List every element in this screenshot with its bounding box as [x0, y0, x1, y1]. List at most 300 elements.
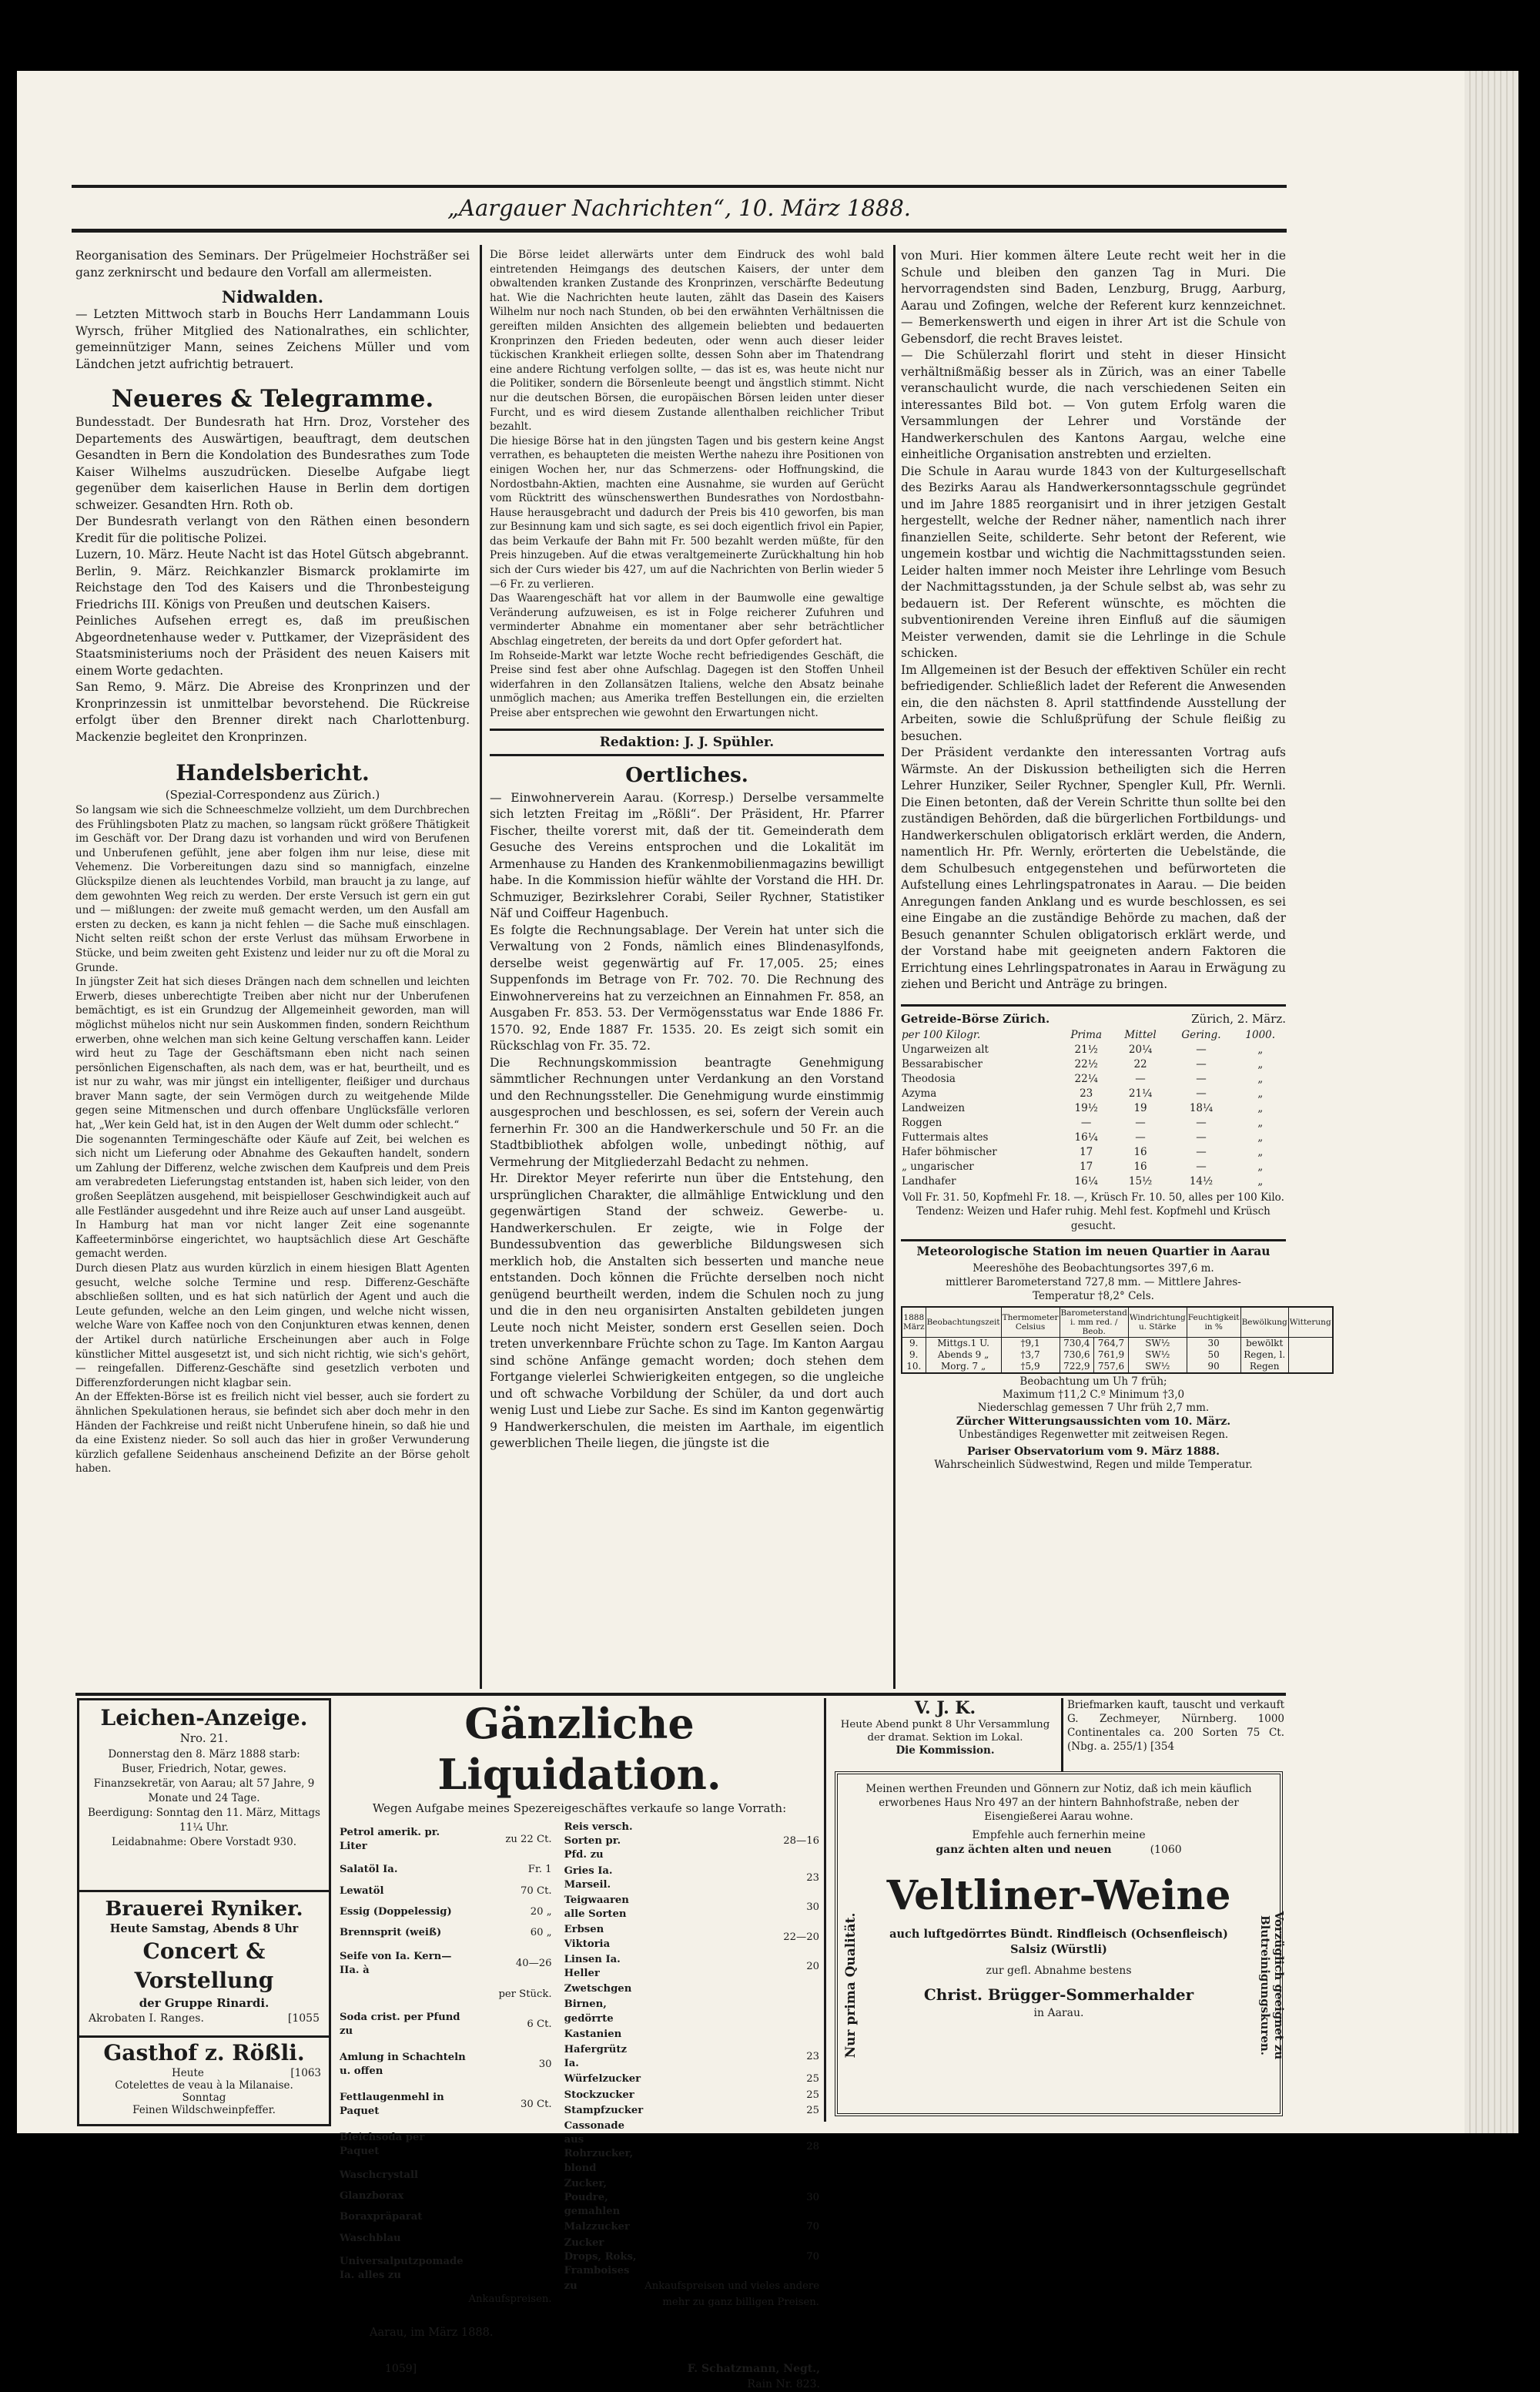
liquidation-item-name: Kastanien — [564, 2028, 622, 2040]
liquidation-item — [564, 2279, 820, 2294]
getreide-date: Zürich, 2. März. — [1191, 1011, 1286, 1026]
meteo-footer-5: Unbeständiges Regenwetter mit zeitweisen Regen. — [958, 1429, 1229, 1442]
ad-leichen-anzeige — [77, 1698, 331, 1892]
liquidation-item-price: 70 — [806, 2221, 819, 2233]
veltliner-sorts-row — [838, 1843, 1280, 1858]
meteo-table-body — [902, 1338, 1333, 1374]
getreide-cell: Azyma — [902, 1087, 937, 1100]
liquidation-item — [564, 1820, 820, 1864]
meteo-col-header: Witterung — [1288, 1307, 1332, 1338]
liquidation-item-name: Birnen, gedörrte — [564, 1998, 614, 2025]
liquidation-item-price: 28 — [806, 2141, 819, 2153]
liquidation-item-price — [468, 2165, 553, 2186]
liquidation-item-price: per Stück. — [498, 1988, 552, 2000]
getreide-cell: — — [1196, 1145, 1207, 1158]
meteo-row — [902, 1338, 1333, 1350]
meteo-cell: 10. — [902, 1361, 926, 1373]
ads-rule-top — [75, 1693, 1286, 1696]
getreide-row — [901, 1131, 1286, 1145]
leichen-nr: Nro. 21. — [179, 1731, 229, 1745]
liquidation-item-name: Reis versch. Sorten pr. Pfd. zu — [564, 1821, 633, 1861]
meteo-col-header: Windrichtung u. Stärke — [1128, 1307, 1187, 1338]
liquidation-item-name: Lewatöl — [340, 1884, 384, 1897]
getreide-note-tendenz: Tendenz: Weizen und Hafer ruhig. Mehl fest. Kopfmehl und Krüsch gesucht. — [916, 1205, 1270, 1232]
liquidation-item — [564, 2103, 820, 2119]
section-head-handelsbericht: Handelsbericht. — [176, 760, 370, 786]
liquidation-item — [564, 2295, 820, 2310]
getreide-cell: „ — [1257, 1131, 1264, 1144]
getreide-row — [901, 1087, 1286, 1101]
liquidation-item-price: 30 Ct. — [521, 2099, 552, 2111]
liquidation-intro: Wegen Aufgabe meines Spezereigeschäftes verkaufe so lange Vorrath: — [372, 1801, 787, 1815]
liquidation-item — [339, 2228, 553, 2249]
meteo-row — [902, 1361, 1333, 1373]
liquidation-item — [339, 2165, 553, 2186]
getreide-row — [901, 1101, 1286, 1116]
vjk-text: Heute Abend punkt 8 Uhr Versammlung der dramat. Sektion im Lokal. — [840, 1719, 1050, 1744]
getreide-cell: „ — [1257, 1145, 1264, 1158]
getreide-cell: 22½ — [1074, 1057, 1098, 1070]
liquidation-item-name: Brennsprit (weiß) — [340, 1927, 442, 1939]
meteo-col-header: Beobachtungszeit — [926, 1307, 1001, 1338]
getreide-cell: — — [1135, 1131, 1146, 1144]
meteo-cell: 761,9 — [1094, 1349, 1129, 1361]
liquidation-item — [339, 2186, 553, 2206]
meteo-row — [902, 1349, 1333, 1361]
liquidation-item-name: Stockzucker — [564, 2089, 634, 2101]
getreide-cell: „ — [1257, 1087, 1264, 1100]
veltliner-ref: (1060 — [1150, 1844, 1182, 1856]
meteo-line-3: Temperatur †8,2° Cels. — [1033, 1290, 1154, 1303]
veltliner-empfehle: Empfehle auch fernerhin meine — [972, 1829, 1146, 1841]
liquidation-item-name: Soda crist. per Pfund zu — [340, 2012, 460, 2038]
column-3 — [901, 248, 1331, 1472]
brauerei-concert: Concert & Vorstellung — [134, 1938, 274, 1993]
ads-column-rule — [824, 1698, 826, 2122]
gasthof-ref: [1063 — [290, 2067, 321, 2079]
liquidation-item-name: Zucker, Poudre, gemahlen — [564, 2177, 621, 2218]
ad-liquidation — [339, 1698, 820, 2390]
redaktion-rule-bottom — [490, 754, 884, 756]
getreide-cell: Futtermais altes — [902, 1131, 989, 1144]
getreide-cell: 16¼ — [1074, 1174, 1098, 1188]
gasthof-heute: Heute — [172, 2067, 204, 2079]
liquidation-town: Aarau, im März 1888. — [370, 2326, 494, 2339]
liquidation-item-name: Waschblau — [340, 2232, 401, 2244]
leichen-text: Donnerstag den 8. März 1888 starb: Buser, Friedrich, Notar, gewes. Finanzsekretär, von Aarau; alt 57 Jahre, 9 Monate und 24 Tage. Beerdigung: Sonntag den 11. März, Mittags 11¼ Uhr. Leidabnahme: Obere Vorstadt 930. — [87, 1748, 320, 1848]
liquidation-item — [339, 2207, 553, 2228]
gasthof-title: Gasthof z. Rößli. — [103, 2040, 305, 2065]
gasthof-sonntag: Sonntag — [182, 2092, 226, 2104]
liquidation-item-price: 23 — [806, 1871, 819, 1884]
getreide-rule — [901, 1004, 1286, 1007]
liquidation-item-price — [468, 2207, 553, 2228]
getreide-cell: 14½ — [1189, 1174, 1214, 1188]
meteo-cell: 757,6 — [1094, 1361, 1129, 1373]
meteo-cell: †3,7 — [1001, 1349, 1060, 1361]
liquidation-item — [564, 2219, 820, 2235]
getreide-row — [901, 1072, 1286, 1087]
getreide-cell: — — [1196, 1057, 1207, 1070]
getreide-cell: 22¼ — [1074, 1072, 1098, 1085]
getreide-cell: 22 — [1133, 1057, 1147, 1070]
getreide-cell: Landweizen — [902, 1101, 966, 1114]
liquidation-item-price: 40—26 — [515, 1958, 552, 1970]
liquidation-list-left — [339, 1820, 553, 2310]
liquidation-item-name: Bleichsoda per Paquet — [340, 2131, 425, 2158]
section-head-neueres: Neueres & Telegramme. — [111, 385, 434, 413]
getreide-cell: 21½ — [1074, 1043, 1098, 1056]
liquidation-item-name: Malzzucker — [564, 2221, 630, 2233]
getreide-cell: 18¼ — [1189, 1101, 1214, 1114]
article-telegramme: Bundesstadt. Der Bundesrath hat Hrn. Droz, Vorsteher des Departements des Auswärtigen, beauftragt, dem deutschen Gesandten in Bern die Kondolation des Bundesrathes zum Tode Kaiser Wilhelms auszudrücken. Dieselbe Aufgabe liegt gegenüber dem kaiserlichen Hause in Berlin dem dortigen schweizer. Gesandten Hrn. Roth ob. Der Bundesrath verlangt von den Räthen einen besondern Kredit für die politische Polizei. Luzern, 10. März. Heute Nacht ist das Hotel Gütsch abgebrannt. Berlin, 9. März. Reichkanzler Bismarck proklamirte im Reichstage den Tod des Kaisers und die Thronbesteigung Friedrichs III. Königs von Preußen und deutschen Kaisers. Peinliches Aufsehen erregt es, daß im preußischen Abgeordnetenhause weder v. Puttkamer, der Vizepräsident des Staatsministeriums noch der Präsident des neuen Kaisers mit einem Worte gedachten. San Remo, 9. März. Die Abreise des Kronprinzen und der Kronprinzessin ist unmittelbar bevorstehend. Die Rückreise erfolgt über den Brenner direkt nach Charlottenburg. Mackenzie begleitet den Kronprinzen. — [75, 415, 470, 744]
liquidation-item-price: 22—20 — [783, 1931, 819, 1943]
meteo-footer-6: Pariser Observatorium vom 9. März 1888. — [967, 1446, 1220, 1459]
getreide-cell: „ — [1257, 1160, 1264, 1173]
liquidation-item — [339, 1902, 553, 1923]
liquidation-item-name: Seife von Ia. Kern—IIa. à — [340, 1950, 452, 1977]
liquidation-item — [564, 2027, 820, 2042]
meteo-col-header: Barometerstand i. mm red. / Beob. — [1060, 1308, 1127, 1337]
liquidation-item-price: 23 — [806, 2051, 819, 2063]
ad-brauerei-ryniker — [77, 1890, 331, 2038]
liquidation-item-name: Salatöl Ia. — [340, 1864, 398, 1876]
meteo-footer-1: Beobachtung um Uh 7 früh; — [1019, 1375, 1167, 1389]
liquidation-item — [564, 1922, 820, 1951]
getreide-col-header: Gering. — [1181, 1028, 1221, 1041]
liquidation-item-name: Zwetschgen — [564, 1983, 632, 1995]
gasthof-pfeffer: Feinen Wildschweinpfeffer. — [132, 2104, 276, 2116]
liquidation-item — [339, 2005, 553, 2045]
getreide-cell: — — [1196, 1116, 1207, 1129]
liquidation-item-name: Erbsen Viktoria — [564, 1924, 611, 1950]
liquidation-item-price: 25 — [806, 2089, 819, 2101]
getreide-cell: 16¼ — [1074, 1131, 1098, 1144]
liquidation-item — [339, 2125, 553, 2165]
liquidation-item — [564, 1997, 820, 2026]
liquidation-title: Gänzliche Liquidation. — [437, 1699, 721, 1799]
meteo-footer-7: Wahrscheinlich Südwestwind, Regen und milde Temperatur. — [934, 1459, 1253, 1472]
getreide-cell: Hafer böhmischer — [902, 1145, 997, 1158]
liquidation-item-price — [644, 1997, 820, 2026]
liquidation-item-name: Amlung in Schachteln u. offen — [340, 2052, 466, 2078]
getreide-cell: Bessarabischer — [902, 1057, 983, 1070]
liquidation-item-price: 70 Ct. — [521, 1884, 552, 1897]
getreide-cell: „ ungarischer — [902, 1160, 974, 1173]
brauerei-akrobaten: Akrobaten I. Ranges. — [89, 2012, 204, 2025]
meteo-col-header: 1888 März — [902, 1307, 926, 1338]
veltliner-intro: Meinen werthen Freunden und Gönnern zur Notiz, daß ich mein käuflich erworbenes Haus Nro 497 an der hintern Bahnhofstraße, neben der Eisengießerei Aarau wohne. — [865, 1783, 1252, 1823]
veltliner-sorts: ganz ächten alten und neuen — [936, 1844, 1112, 1856]
meteo-cell: 730,4 — [1060, 1338, 1094, 1350]
liquidation-item-price — [468, 2249, 553, 2289]
getreide-row — [901, 1043, 1286, 1057]
liquidation-item-name — [564, 2295, 644, 2310]
liquidation-item — [564, 2176, 820, 2220]
getreide-cell: „ — [1257, 1043, 1264, 1056]
article-nidwalden: — Letzten Mittwoch starb in Bouchs Herr Landammann Louis Wyrsch, früher Mitglied des Nationalrathes, ein schlichter, gemeinnütziger Mann, seines Zeichens Müller und vom Ländchen jetzt aufrichtig betrauert. — [75, 307, 470, 371]
getreide-cell: 20¼ — [1128, 1043, 1153, 1056]
liquidation-item — [564, 1952, 820, 1982]
bound-page-edges — [1465, 71, 1518, 2133]
getreide-cell: 21¼ — [1128, 1087, 1153, 1100]
ads-inner-rule — [1061, 1698, 1063, 1771]
getreide-cell: 17 — [1080, 1145, 1093, 1158]
meteo-cell: 9. — [902, 1338, 926, 1350]
getreide-cell: — — [1196, 1160, 1207, 1173]
liquidation-item-price: 30 — [806, 1901, 819, 1914]
liquidation-lists — [339, 1820, 820, 2310]
column-1 — [75, 248, 470, 1476]
liquidation-item-name: Gries Ia. Marseil. — [564, 1864, 613, 1891]
liquidation-item-price — [468, 2125, 553, 2165]
meteo-cell: Regen — [1240, 1361, 1288, 1373]
liquidation-item — [564, 2088, 820, 2103]
getreide-row — [901, 1057, 1286, 1072]
liquidation-item — [339, 1820, 553, 1860]
getreide-cell: „ — [1257, 1101, 1264, 1114]
masthead-title: „Aargauer Nachrichten“, 10. März 1888. — [447, 195, 911, 221]
liquidation-item — [564, 2119, 820, 2176]
ad-veltliner — [835, 1771, 1286, 2116]
liquidation-item — [339, 2045, 553, 2085]
meteo-cell: bewölkt — [1240, 1338, 1288, 1350]
liquidation-item-name: Petrol amerik. pr. Liter — [340, 1826, 440, 1852]
liquidation-item-name: Linsen Ia. Heller — [564, 1953, 621, 1980]
liquidation-item-price: Ankaufspreisen und vieles andere — [644, 2280, 819, 2293]
liquidation-item — [564, 1893, 820, 1922]
meteo-cell: 764,7 — [1094, 1338, 1129, 1350]
meteo-cell: 9. — [902, 1349, 926, 1361]
getreide-row — [901, 1160, 1286, 1174]
liquidation-item — [339, 2249, 553, 2289]
liquidation-item — [564, 1864, 820, 1893]
getreide-col-header: Prima — [1070, 1028, 1103, 1041]
liquidation-item-price — [644, 2027, 820, 2042]
meteo-cell: 730,6 — [1060, 1349, 1094, 1361]
liquidation-item — [339, 1860, 553, 1881]
meteo-footer-2: Maximum †11,2 C.º Minimum †3,0 — [1002, 1389, 1185, 1402]
liquidation-item-price: 30 — [806, 2192, 819, 2204]
gasthof-cotelettes: Cotelettes de veau à la Milanaise. — [115, 2079, 293, 2092]
redaktion-line: Redaktion: J. J. Spühler. — [599, 734, 775, 750]
liquidation-item-price: 25 — [806, 2104, 819, 2116]
getreide-row — [901, 1145, 1286, 1160]
liquidation-item-price: 28—16 — [783, 1835, 819, 1848]
getreide-note-prices: Voll Fr. 31. 50, Kopfmehl Fr. 18. —, Krüsch Fr. 10. 50, alles per 100 Kilo. — [902, 1191, 1284, 1204]
liquidation-item-name: zu — [564, 2280, 578, 2293]
liquidation-item — [564, 2042, 820, 2072]
column-rule-2 — [893, 245, 896, 1689]
liquidation-item-price: 20 — [806, 1960, 819, 1972]
liquidation-item — [339, 2289, 553, 2310]
liquidation-item-price: 60 „ — [530, 1927, 552, 1939]
veltliner-signer: Christ. Brügger-Sommerhalder — [923, 1985, 1194, 2004]
veltliner-salsiz: Salsiz (Würstli) — [1010, 1943, 1107, 1956]
getreide-cell: Ungarweizen alt — [902, 1043, 989, 1056]
liquidation-address: Rain Nr. 823. — [747, 2377, 820, 2390]
meteo-cell: SW½ — [1128, 1338, 1187, 1350]
leichen-title: Leichen-Anzeige. — [100, 1705, 308, 1730]
column-rule-1 — [480, 245, 482, 1689]
getreide-cell: „ — [1257, 1057, 1264, 1070]
getreide-cell: „ — [1257, 1116, 1264, 1129]
liquidation-item — [339, 2085, 553, 2125]
meteo-footer-3: Niederschlag gemessen 7 Uhr früh 2,7 mm. — [977, 1402, 1210, 1415]
getreide-table-header-row — [901, 1028, 1286, 1043]
liquidation-item — [564, 2072, 820, 2087]
getreide-cell: — — [1135, 1116, 1146, 1129]
vjk-title: V. J. K. — [914, 1698, 976, 1718]
getreide-cell: — — [1080, 1116, 1092, 1129]
liquidation-item-price: 30 — [538, 2059, 552, 2071]
getreide-title: Getreide-Börse Zürich. — [901, 1011, 1050, 1026]
meteo-cell: Abends 9 „ — [926, 1349, 1001, 1361]
meteo-col-header: Thermometer Celsius — [1001, 1307, 1060, 1338]
meteo-title: Meteorologische Station im neuen Quartier in Aarau — [916, 1244, 1270, 1259]
brauerei-gruppe: der Gruppe Rinardi. — [139, 1996, 270, 2010]
meteo-cell: 722,9 — [1060, 1361, 1094, 1373]
getreide-cell: — — [1196, 1043, 1207, 1056]
liquidation-item-name: Fettlaugenmehl in Paquet — [340, 2092, 444, 2118]
meteo-cell: SW½ — [1128, 1349, 1187, 1361]
getreide-cell: 15½ — [1128, 1174, 1153, 1188]
getreide-cell: Landhafer — [902, 1174, 956, 1188]
ad-vjk — [832, 1698, 1059, 1771]
article-einwohnerverein-continued: von Muri. Hier kommen ältere Leute recht weit her in die Schule und bleiben den ganzen Tag in Muri. Die hervorragendsten sind Baden, Lenzburg, Brugg, Aarburg, Aarau und Zofingen, welche der Referent kurz kennzeichnet. — Bemerkenswerth und eigen in ihrer Art ist die Schule von Gebensdorf, die recht Braves leistet. — Die Schülerzahl florirt und steht in dieser Hinsicht verhältnißmäßig besser als in Zürich, was an einer Tabelle veranschaulicht wurde, die nach verschiedenen Seiten ein interessantes Bild bot. — Von gutem Erfolg waren die Versammlungen der Lehrer und Vorstände der Handwerkerschulen des Kantons Aargau, welche eine einheitliche Organisation anstrebten und erzielten. Die Schule in Aarau wurde 1843 von der Kulturgesellschaft des Bezirks Aarau als Handwerkersonntagsschule gegründet und im Jahre 1885 reorganisirt und in ihrer jetzigen Gestalt hergestellt, welche der Redner näher, namentlich nach ihrer finanziellen Seite, schilderte. Sehr betont der Referent, wie ungemein kostbar und wichtig die Nachmittagsstunden seien. Leider halten immer noch Meister ihre Lehrlinge vom Besuch der Nachmittagsstunden, ja der Schule selbst ab, was sehr zu bedauern ist. Der Referent wünschte, es möchten die subventionirenden Vereine ihren Einfluß auf die säumigen Meister verwenden, damit sie die Lehrlinge in die Schule schicken. Im Allgemeinen ist der Besuch der effektiven Schüler ein recht befriedigender. Schließlich ladet der Referent die Anwesenden ein, die den nächsten 8. April stattfindende Ausstellung der Arbeiten, sowie die Schlußprüfung der Schule fleißig zu besuchen. Der Präsident verdankte den interessanten Vortrag aufs Wärmste. An der Diskussion betheiligten sich die Herren Lehrer Hunziker, Seiler Rychner, Spengler Kull, Pfr. Wernli. Die Einen betonten, daß der Verein Schritte thun sollte bei den zuständigen Behörden, daß die bürgerlichen Fortbildungs- und Handwerkerschulen obligatorisch erklärt werden, die Andern, namentlich Hr. Pfr. Wernly, erörterten die Uebelstände, die dem Schulbesuch entgegenstehen und befürworteten die Aufstellung eines Lehrlingspatronates in Aarau. — Die beiden Anregungen fanden Anklang und es wurde beschlossen, es sei eine Eingabe an die zuständige Behörde zu machen, daß der Besuch genannter Schulen obligatorisch erklärt werde, und der Vorstand habe mit geeigneten andern Faktoren die Errichtung eines Lehrlingspatronates in Aarau in Erwägung zu ziehen und Bericht und Anträge zu bringen. — [901, 249, 1286, 991]
meteo-cell: Mittgs.1 U. — [926, 1338, 1001, 1350]
getreide-col-header: per 100 Kilogr. — [902, 1028, 981, 1041]
liquidation-item-price: mehr zu ganz billigen Preisen. — [662, 2296, 819, 2308]
getreide-cell: — — [1196, 1072, 1207, 1085]
meteo-line-1: Meereshöhe des Beobachtungsortes 397,6 m. — [973, 1262, 1214, 1275]
article-handelsbericht: So langsam wie sich die Schneeschmelze vollzieht, um dem Durchbrechen des Frühlingsboten Platz zu machen, so langsam rückt größere Thätigkeit im Geschäft vor. Der Drang dazu ist vorhanden und wird von Berufenen und Unberufenen gefühlt, jene aber folgen ihm nur leise, diese mit Vehemenz. Die Vorbereitungen dazu sind so mannigfach, einzelne Glückspilze dienen als leuchtendes Vorbild, man braucht ja zu lange, auf dem gewohnten Weg reich zu werden. Der erste Versuch ist gern ein gut und — mißlungen: der zweite muß gemacht werden, um den Ausfall am ersten zu decken, es kann ja nicht fehlen — die Sache muß einschlagen. Nicht selten reißt schon der erste Verlust das mühsam Erworbene in Stücke, und beim zweiten geht Existenz und leider nur zu oft die Moral zu Grunde. In jüngster Zeit hat sich dieses Drängen nach dem schnellen und leichten Erwerb, dieses unberechtigte Treiben aber nicht nur der Unberufenen bemächtigt, es ist ein Grundzug der Allgemeinheit geworden, man will möglichst mühelos nicht nur sein Auskommen finden, sondern Reichthum erwerben, ohne welchen man sich keine Geltung verschaffen kann. Leider wird heut zu Tage der Geschäftsmann eben nicht nach seinen persönlichen Eigenschaften, als nach dem, was er hat, beurtheilt, und es ist nur zu wahr, was mir jüngst ein intelligenter, fleißiger und durchaus braver Mann sagte, der sein Vermögen durch zu weitgehende Milde gegen seine Mitmenschen und durch offenbare Unglücksfälle verloren hat, „Wer kein Geld hat, ist in den Augen der Welt dumm oder schlecht.“ Die sogenannten Termingeschäfte oder Käufe auf Zeit, bei welchen es sich nicht um Lieferung oder Abnahme des Gekauften handelt, sondern um Zahlung der Differenz, welche zwischen dem Kaufpreis und dem Preis am verabredeten Lieferungstag entstanden ist, haben sich leider, von den großen Seeplätzen ausgehend, mit beispielloser Geschwindigkeit auch auf alle Festländer ausgedehnt und ihre Reize auch auf unser Land ausgeübt. In Hamburg hat man vor nicht langer Zeit eine sogenannte Kaffeeterminbörse eingerichtet, wo hauptsächlich diese Art Geschäfte gemacht werden. Durch diesen Platz aus wurden kürzlich in einem hiesigen Blatt Agenten gesucht, welche solche Termine und resp. Differenz-Geschäfte abschließen sollten, und es hat sich natürlich der Agent und auch die Leute gefunden, welche an den Leim gingen, und welche nicht wissen, welche Ware von Kaffee noch von den Conjunkturen etwas kennen, denen der Artikel durch natürliche Erscheinungen aber auch in Folge künstlicher Mittel ausgesetzt ist, und sich nicht richtig, wie sich's gehört, — reingefallen. Differenz-Geschäfte sind gesetzlich verboten und Differenzforderungen nicht klagbar sein. An der Effekten-Börse ist es freilich nicht viel besser, auch sie fordert zu ähnlichen Spekulationen heraus, sie befindet sich aber doch mehr in den Händen der Fachkreise und reißt nicht Unberufene hinein, so daß hie und da eine Existenz nieder. So soll auch das hier in großer Verwunderung kürzlich gefallene Seidenhaus anscheinend Defizite an der Börse geholt haben. — [75, 804, 470, 1476]
section-head-nidwalden: Nidwalden. — [221, 287, 324, 307]
meteo-cell: SW½ — [1128, 1361, 1187, 1373]
liquidation-ref: 1059] — [385, 2362, 417, 2375]
getreide-cell: — — [1196, 1087, 1207, 1100]
liquidation-item-name — [339, 1984, 468, 2005]
brauerei-time: Heute Samstag, Abends 8 Uhr — [109, 1922, 299, 1935]
liquidation-list-right — [564, 1820, 820, 2310]
liquidation-item-name: Teigwaaren alle Sorten — [564, 1895, 629, 1921]
getreide-table — [901, 1028, 1286, 1189]
liquidation-item — [339, 1984, 553, 2005]
veltliner-abnahme: zur gefl. Abnahme bestens — [986, 1965, 1132, 1977]
liquidation-item — [564, 2236, 820, 2280]
liquidation-item-name — [339, 2289, 468, 2310]
liquidation-signature-row — [339, 2361, 820, 2392]
brauerei-ref: [1055 — [287, 2012, 320, 2025]
article-seminar-end: Reorganisation des Seminars. Der Prügelmeier Hochsträßer sei ganz zerknirscht und bedaure den Vorfall am allermeisten. — [75, 249, 470, 280]
liquidation-item-price: 20 „ — [530, 1906, 552, 1918]
liquidation-item-price: zu 22 Ct. — [505, 1833, 552, 1845]
veltliner-fleisch: auch luftgedörrtes Bündt. Rindfleisch (Ochsenfleisch) — [889, 1928, 1228, 1941]
liquidation-item — [339, 1881, 553, 1901]
liquidation-item-price: Fr. 1 — [527, 1864, 552, 1876]
liquidation-item-name: Waschcrystall — [340, 2169, 418, 2181]
vjk-sign: Die Kommission. — [896, 1744, 995, 1757]
liquidation-item-name: Stampfzucker — [564, 2104, 644, 2116]
meteo-table-header-row — [902, 1307, 1333, 1338]
liquidation-item — [564, 1982, 820, 1997]
getreide-col-header: 1000. — [1245, 1028, 1276, 1041]
getreide-cell: „ — [1257, 1072, 1264, 1085]
liquidation-item-price: 6 Ct. — [527, 2018, 552, 2031]
liquidation-item-name: Hafergrütz Ia. — [564, 2044, 627, 2070]
veltliner-side-right: Vorzüglich geeignet zu Blutreinigungskuren. — [1258, 1911, 1286, 2060]
getreide-col-header: Mittel — [1124, 1028, 1157, 1041]
gasthof-heute-row — [79, 2067, 329, 2079]
liquidation-signer-block — [688, 2361, 820, 2392]
column-2 — [490, 248, 884, 1452]
section-head-oertliches: Oertliches. — [625, 763, 748, 787]
getreide-cell: 16 — [1133, 1160, 1147, 1173]
getreide-cell: „ — [1257, 1174, 1264, 1188]
liquidation-item-name: Glanzborax — [340, 2189, 404, 2202]
getreide-row — [901, 1116, 1286, 1131]
getreide-cell: 19½ — [1074, 1101, 1098, 1114]
masthead-rule-bottom — [72, 229, 1287, 233]
meteo-cell: 90 — [1187, 1361, 1240, 1373]
liquidation-item-price: 70 — [806, 2250, 819, 2263]
getreide-cell: — — [1135, 1072, 1146, 1085]
liquidation-item-name: Cassonade aus Rohrzucker, blond — [564, 2120, 634, 2174]
getreide-cell: Theodosia — [902, 1072, 956, 1085]
liquidation-item-price — [468, 2228, 553, 2249]
meteo-col-header: Feuchtigkeit in % — [1187, 1307, 1240, 1338]
getreide-cell: — — [1196, 1131, 1207, 1144]
ad-gasthof-roessli — [77, 2035, 331, 2126]
meteo-cell: 30 — [1187, 1338, 1240, 1350]
liquidation-item-price: 25 — [806, 2073, 819, 2085]
liquidation-item-price — [644, 1982, 820, 1997]
liquidation-item-price: Ankaufspreisen. — [468, 2293, 552, 2305]
liquidation-item-name: Universalputzpomade Ia. alles zu — [340, 2256, 464, 2282]
meteo-col-header: Bewölkung — [1240, 1307, 1288, 1338]
veltliner-town: in Aarau. — [1033, 2007, 1084, 2019]
liquidation-item-price — [468, 2186, 553, 2206]
meteo-cell: Regen, l. — [1240, 1349, 1288, 1361]
veltliner-side-left: Nur prima Qualität. — [843, 1912, 859, 2059]
meteo-cell: †5,9 — [1001, 1361, 1060, 1373]
article-einwohnerverein: — Einwohnerverein Aarau. (Korresp.) Derselbe versammelte sich letzten Freitag im „Rößli“. Der Präsident, Hr. Pfarrer Fischer, theilte vorerst mit, daß der tit. Gemeinderath dem Gesuche des Vereins entsprochen und die Lokalität im Armenhause zu Handen des Krankenmobilienmagazins bewilligt habe. In die Kommission hiefür wählte der Vorstand die HH. Dr. Schmuziger, Bezirkslehrer Corabi, Seiler Rychner, Statistiker Näf und Coiffeur Hagenbuch. Es folgte die Rechnungsablage. Der Verein hat unter sich die Verwaltung von 2 Fonds, nämlich eines Blindenasylfonds, derselbe weist gegenwärtig auf Fr. 17,005. 25; eines Suppenfonds im Betrage von Fr. 702. 70. Die Rechnung des Einwohnervereins hat zu verzeichnen an Einnahmen Fr. 858, an Ausgaben Fr. 853. 53. Der Vermögensstatus war Ende 1886 Fr. 1570. 92, Ende 1887 Fr. 1535. 20. Es zeigt sich somit ein Rückschlag von Fr. 35. 72. Die Rechnungskommission beantragte Genehmigung sämmtlicher Rechnungen unter Verdankung an den Vorstand und den Rechnungssteller. Die Genehmigung wurde einstimmig ausgesprochen und beschlossen, es sei, sofern der Verein auch fernerhin Fr. 300 an die Handwerkerschule und 50 Fr. an die Stadtbibliothek abfolgen wolle, unbedingt nöthig, auf Vermehrung der Mitgliederzahl Bedacht zu nehmen. Hr. Direktor Meyer referirte nun über die Entstehung, den ursprünglichen Charakter, die allmählige Entwicklung und den gegenwärtigen Stand der schweiz. Gewerbe- u. Handwerkerschulen. Er zeigte, wie in Folge der Bundessubvention das gewerbliche Bildungswesen sich merklich hob, die Anstalten sich besserten und manche neue entstanden. Doch können die Früchte derselben noch nicht genügend beurtheilt werden, indem die Schulen noch zu jung und die in den neu organisirten Anstalten gebildeten jungen Leute noch nicht Meister, sondern erst Gesellen seien. Doch treten unverkennbare Früchte schon zu Tage. Im Kanton Aargau sind schöne Anfänge gemacht worden; doch stehen dem Fortgange vielerlei Schwierigkeiten entgegen, so die ungleiche und oft schwache Vorbildung der Schüler, da und dort auch wenig Lust und Liebe zur Sache. Es sind im Kanton gegenwärtig 9 Handwerkerschulen, die meisten im Aarthale, im eigentlich gewerblichen Theile liegen, die jüngste ist die — [490, 790, 884, 1451]
ad-briefmarken: Briefmarken kauft, tauscht und verkauft G. Zechmeyer, Nürnberg. 1000 Continentales ca. 200 Sorten 75 Ct. (Nbg. a. 255/1) [354 — [1067, 1699, 1284, 1753]
getreide-cell: 16 — [1133, 1145, 1147, 1158]
article-boerse: Die Börse leidet allerwärts unter dem Eindruck des wohl bald eintretenden Heimgangs des deutschen Kaisers, der unter dem obwaltenden kranken Zustande des Kronprinzen, verschärfte Bedeutung hat. Wie die Nachrichten heute lauten, zählt das Dasein des Kaisers Wilhelm nur noch nach Stunden, ob bei den erwähnten Verhältnissen die gereiften milden Ansichten des allgemein beliebten und bedauerten Kronprinzen den Frieden bedeuten, oder wenn auch dieser leider tückischen Krankheit erliegen sollte, dessen Sohn aber im Thatendrang eine andere Richtung verfolgen sollte, — das ist es, was heute nicht nur die Politiker, sondern die Börsenleute beengt und ängstlich stimmt. Nicht nur die deutschen Börsen, die europäischen Börsen leiden unter dieser Furcht, und es wird diesem Zustande allenthalben reichlicher Tribut bezahlt. Die hiesige Börse hat in den jüngsten Tagen und bis gestern keine Angst verrathen, es behaupteten die meisten Werthe nahezu ihre Positionen von einigen Wochen her, nur das Schmerzens- oder Hoffnungskind, die Nordostbahn-Aktien, machten eine Ausnahme, sie wurden auf Gerücht vom Rücktritt des wünschenswerthen Bundesrathes von Nordostbahn-Hause herausgebracht und dadurch der Preis bis 410 geworfen, bis man zur Besinnung kam und sich sagte, es sei doch eigentlich frivol ein Papier, das beim Verkaufe der Bahn mit Fr. 500 bezahlt werden müßte, für den Preis hinzugeben. Auf die etwas veraltgemeinerte Zurückhaltung hin hob sich der Curs wieder bis 427, um auf die Nachrichten von Berlin wieder 5—6 Fr. zu verlieren. Das Waarengeschäft hat vor allem in der Baumwolle eine gewaltige Veränderung aufzuweisen, es ist in Folge reicherer Zufuhren und verminderter Abnahme ein momentaner aber sehr beträchtlicher Abschlag eingetreten, der bereits da und dort Opfer gefordert hat. Im Rohseide-Markt war letzte Woche recht befriedigendes Geschäft, die Preise sind fest aber ohne Aufschlag. Dagegen ist den Stoffen Unheil widerfahren in den Zollansätzen Italiens, welche den Absatz beinahe unmöglich machen; aus Amerika treffen Bestellungen ein, die erzielten Preise aber entsprechen wie gewohnt den Erwartungen nicht. — [490, 249, 884, 719]
redaktion-rule-top — [490, 729, 884, 731]
liquidation-signer: F. Schatzmann, Negt., — [687, 2362, 820, 2375]
getreide-cell: 23 — [1080, 1087, 1093, 1100]
getreide-cell: Roggen — [902, 1116, 942, 1129]
meteo-rule — [901, 1239, 1286, 1241]
meteo-cell: †9,1 — [1001, 1338, 1060, 1350]
liquidation-item — [339, 1923, 553, 1944]
brauerei-footer — [79, 2011, 329, 2026]
getreide-table-body — [901, 1043, 1286, 1189]
meteo-line-2: mittlerer Barometerstand 727,8 mm. — Mittlere Jahres- — [946, 1276, 1241, 1289]
getreide-row — [901, 1174, 1286, 1189]
masthead-rule-top — [72, 185, 1287, 188]
getreide-header — [901, 1010, 1286, 1028]
veltliner-title: Veltliner-Weine — [886, 1872, 1231, 1919]
brauerei-title: Brauerei Ryniker. — [105, 1898, 303, 1921]
handelsbericht-subtitle: (Spezial-Correspondenz aus Zürich.) — [165, 788, 380, 802]
liquidation-item-name: Essig (Doppelessig) — [340, 1906, 452, 1918]
liquidation-item-name: Boraxpräparat — [340, 2211, 423, 2223]
liquidation-item-name: Würfelzucker — [564, 2073, 641, 2085]
liquidation-item — [339, 1944, 553, 1984]
